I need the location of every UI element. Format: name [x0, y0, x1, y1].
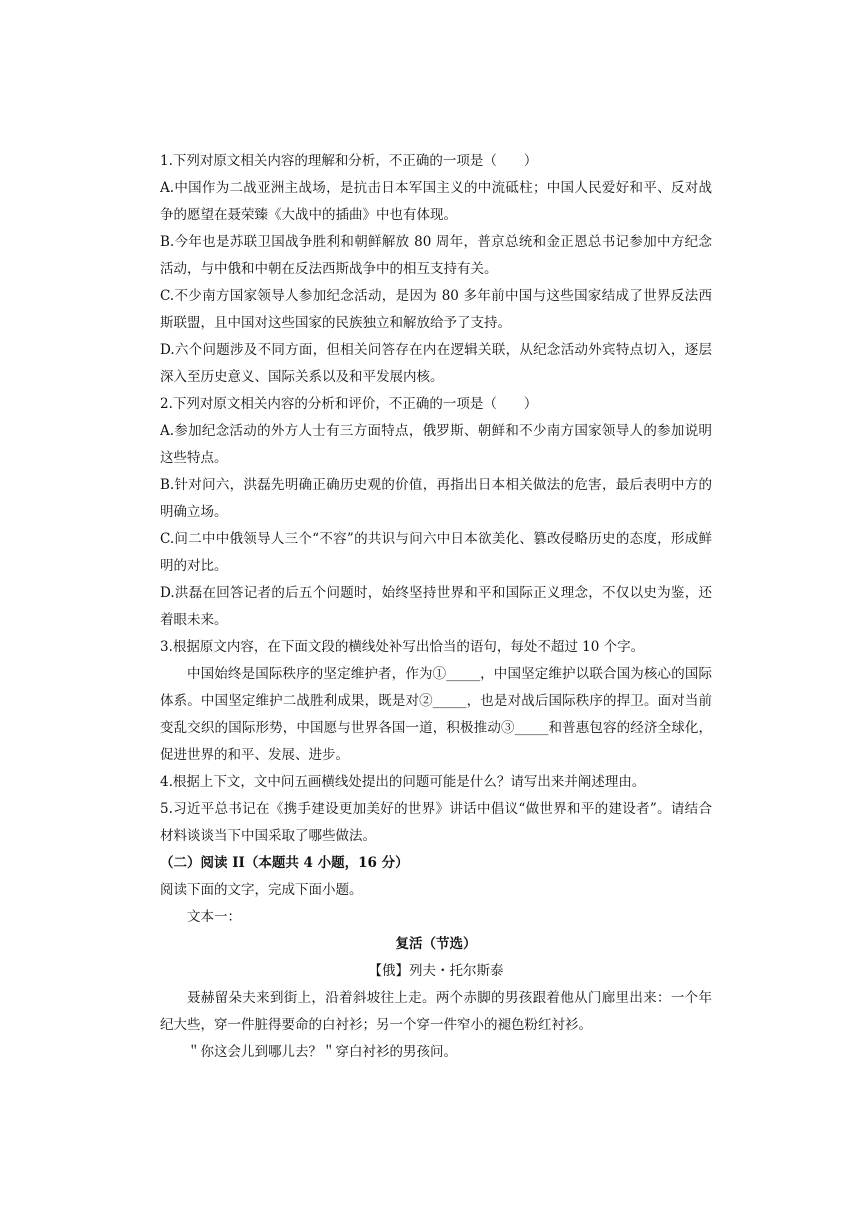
question-2-option-c: C.问二中中俄领导人三个“不容”的共识与问六中日本欲美化、篡改侵略历史的态度，形成鲜明的对比。 [160, 531, 712, 574]
story-title: 复活（节选） [395, 936, 477, 952]
section-2-instruction: 阅读下面的文字，完成下面小题。 [160, 882, 363, 898]
question-2-option-b: B.针对问六，洪磊先明确正确历史观的价值，再指出日本相关做法的危害，最后表明中方的明确立场。 [160, 477, 712, 520]
question-1-option-c: C.不少南方国家领导人参加纪念活动，是因为 80 多年前中国与这些国家结成了世界反法西斯联盟，且中国对这些国家的民族独立和解放给予了支持。 [160, 288, 712, 331]
question-4-stem: 4.根据上下文，文中问五画横线处提出的问题可能是什么？请写出来并阐述理由。 [160, 774, 646, 790]
question-3-stem: 3.根据原文内容，在下面文段的横线处补写出恰当的语句，每处不超过 10 个字。 [160, 639, 645, 655]
question-1-option-b: B.今年也是苏联卫国战争胜利和朝鲜解放 80 周年，普京总统和金正恩总书记参加中方纪念活动，与中俄和中朝在反法西斯战争中的相互支持有关。 [160, 234, 712, 277]
question-1-option-a: A.中国作为二战亚洲主战场，是抗击日本军国主义的中流砥柱；中国人民爱好和平、反对战争的愿望在聂荣臻《大战中的插曲》中也有体现。 [160, 180, 712, 223]
question-1-stem: 1.下列对原文相关内容的理解和分析，不正确的一项是（ ） [160, 153, 538, 169]
story-paragraph-1: 聂赫留朵夫来到街上，沿着斜坡往上走。两个赤脚的男孩跟着他从门廊里出来：一个年纪大些，穿一件脏得要命的白衬衫；另一个穿一件窄小的褪色粉红衬衫。 [160, 990, 712, 1033]
question-1-option-d: D.六个问题涉及不同方面，但相关问答存在内在逻辑关联，从纪念活动外宾特点切入，逐层深入至历史意义、国际关系以及和平发展内核。 [160, 342, 712, 385]
story-author: 【俄】列夫・托尔斯泰 [368, 963, 504, 979]
section-2-heading: （二）阅读 II（本题共 4 小题，16 分） [160, 855, 409, 871]
question-5-stem: 5.习近平总书记在《携手建设更加美好的世界》讲话中倡议“做世界和平的建设者”。请结合材料谈谈当下中国采取了哪些做法。 [160, 801, 712, 844]
document-content [160, 148, 712, 1066]
question-2-option-d: D.洪磊在回答记者的后五个问题时，始终坚持世界和平和国际正义理念，不仅以史为鉴，还着眼未来。 [160, 585, 712, 628]
question-2-stem: 2.下列对原文相关内容的分析和评价，不正确的一项是（ ） [160, 396, 538, 412]
question-2-option-a: A.参加纪念活动的外方人士有三方面特点，俄罗斯、朝鲜和不少南方国家领导人的参加说明这些特点。 [160, 423, 712, 466]
text-one-label: 文本一： [187, 909, 241, 925]
story-paragraph-2: ＂你这会儿到哪儿去？＂穿白衬衫的男孩问。 [187, 1044, 457, 1060]
question-3-passage: 中国始终是国际秩序的坚定维护者，作为①_____，中国坚定维护以联合国为核心的国际体系。中国坚定维护二战胜利成果，既是对②_____，也是对战后国际秩序的捍卫。面对当前变乱交织的国际形势，中国愿与世界各国一道，积极推动③_____和普惠包容的经济全球化，促进世界的和平、发展、进步。 [160, 666, 712, 763]
